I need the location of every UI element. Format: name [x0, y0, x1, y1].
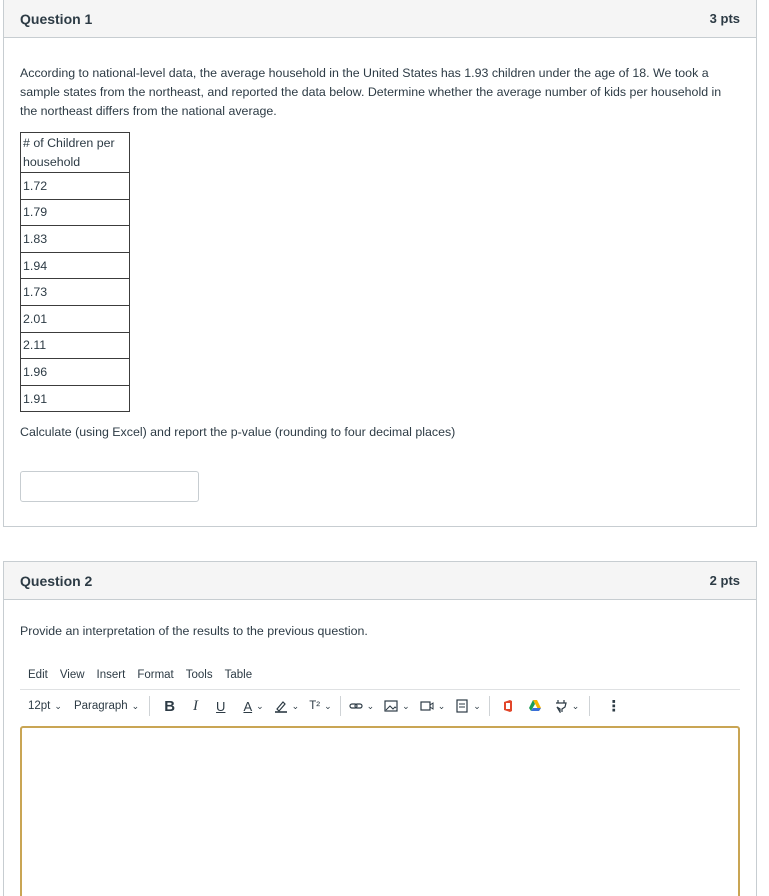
chevron-down-icon: ⌄ [54, 700, 62, 711]
table-row [21, 279, 130, 306]
office-button[interactable] [502, 699, 514, 713]
menu-tools[interactable]: Tools [185, 669, 213, 681]
table-row [21, 226, 130, 253]
children-data-table [20, 132, 130, 412]
table-cell: 1.96 [21, 359, 130, 386]
office-icon [502, 699, 514, 713]
table-cell: 1.94 [21, 252, 130, 279]
highlight-color-button[interactable] [274, 699, 300, 713]
question-1-title: Question 1 [20, 10, 93, 27]
question-1-instruction: Calculate (using Excel) and report the p-value (rounding to four decimal places) [20, 425, 456, 439]
rich-text-editor-area[interactable] [20, 726, 740, 896]
block-format-select[interactable] [74, 700, 139, 712]
menu-format[interactable]: Format [137, 669, 174, 681]
text-color-button[interactable] [243, 699, 263, 714]
font-size-select[interactable] [28, 700, 62, 712]
link-icon [349, 699, 363, 713]
toolbar-separator [149, 696, 150, 716]
apps-button[interactable] [554, 699, 580, 713]
image-button[interactable] [384, 699, 410, 713]
menu-edit[interactable]: Edit [28, 669, 48, 681]
superscript-label: T² [309, 700, 321, 712]
bold-button[interactable]: B [164, 697, 176, 715]
chevron-down-icon: ⌄ [402, 700, 410, 711]
superscript-button[interactable] [309, 700, 331, 712]
question-2-prompt: Provide an interpretation of the results to the previous question. [20, 624, 368, 638]
table-row [21, 359, 130, 386]
toolbar-separator [340, 696, 341, 716]
menu-view[interactable]: View [59, 669, 85, 681]
menu-insert[interactable]: Insert [96, 669, 126, 681]
table-row [21, 252, 130, 279]
plug-icon [554, 699, 568, 713]
chevron-down-icon: ⌄ [366, 700, 375, 711]
table-row [21, 332, 130, 359]
table-row [21, 199, 130, 226]
chevron-down-icon: ⌄ [571, 700, 580, 711]
question-1-prompt: According to national-level data, the average household in the United States has 1.93 children under the age of 18. We took a sample states from the northeast, and reported the data below. Determine whether the average number of kids per household in the northeast differs from the national average. [20, 66, 722, 118]
chevron-down-icon: ⌄ [324, 700, 332, 711]
document-button[interactable] [455, 699, 481, 713]
question-1-card [3, 0, 757, 527]
question-2-card [3, 561, 757, 896]
table-cell: 1.83 [21, 226, 130, 253]
table-header: # of Children per household [21, 133, 130, 173]
table-cell: 1.72 [21, 173, 130, 200]
google-drive-icon [528, 699, 542, 713]
menu-table[interactable]: Table [224, 669, 253, 681]
underline-button[interactable]: U [216, 698, 226, 714]
document-icon [455, 699, 469, 713]
question-1-points: 3 pts [709, 11, 740, 26]
image-icon [384, 699, 398, 713]
toolbar-separator [589, 696, 590, 716]
p-value-answer-input[interactable] [20, 471, 199, 502]
media-button[interactable] [420, 699, 446, 713]
media-icon [420, 699, 434, 713]
highlighter-icon [274, 699, 288, 713]
table-row [21, 385, 130, 412]
editor-toolbar [28, 692, 728, 720]
chevron-down-icon: ⌄ [437, 700, 446, 711]
question-2-title: Question 2 [20, 572, 93, 589]
text-color-label: A [243, 698, 253, 714]
editor-menubar [28, 669, 264, 681]
chevron-down-icon: ⌄ [291, 700, 300, 711]
question-1-header [4, 0, 756, 38]
google-drive-button[interactable] [528, 699, 542, 713]
table-cell: 2.01 [21, 305, 130, 332]
table-cell: 1.91 [21, 385, 130, 412]
table-cell: 1.73 [21, 279, 130, 306]
table-row [21, 305, 130, 332]
toolbar-separator [489, 696, 490, 716]
table-cell: 1.79 [21, 199, 130, 226]
toolbar-divider [20, 689, 740, 690]
table-row [21, 173, 130, 200]
chevron-down-icon: ⌄ [256, 700, 264, 711]
chevron-down-icon: ⌄ [473, 700, 481, 711]
table-cell: 2.11 [21, 332, 130, 359]
question-2-header [4, 562, 756, 600]
block-format-value: Paragraph [73, 700, 128, 712]
question-2-points: 2 pts [709, 573, 740, 588]
italic-button[interactable]: I [193, 697, 199, 714]
chevron-down-icon: ⌄ [131, 700, 140, 711]
link-button[interactable] [349, 699, 375, 713]
font-size-value: 12pt [28, 700, 51, 712]
more-options-icon[interactable]: ⋮ [606, 698, 622, 715]
